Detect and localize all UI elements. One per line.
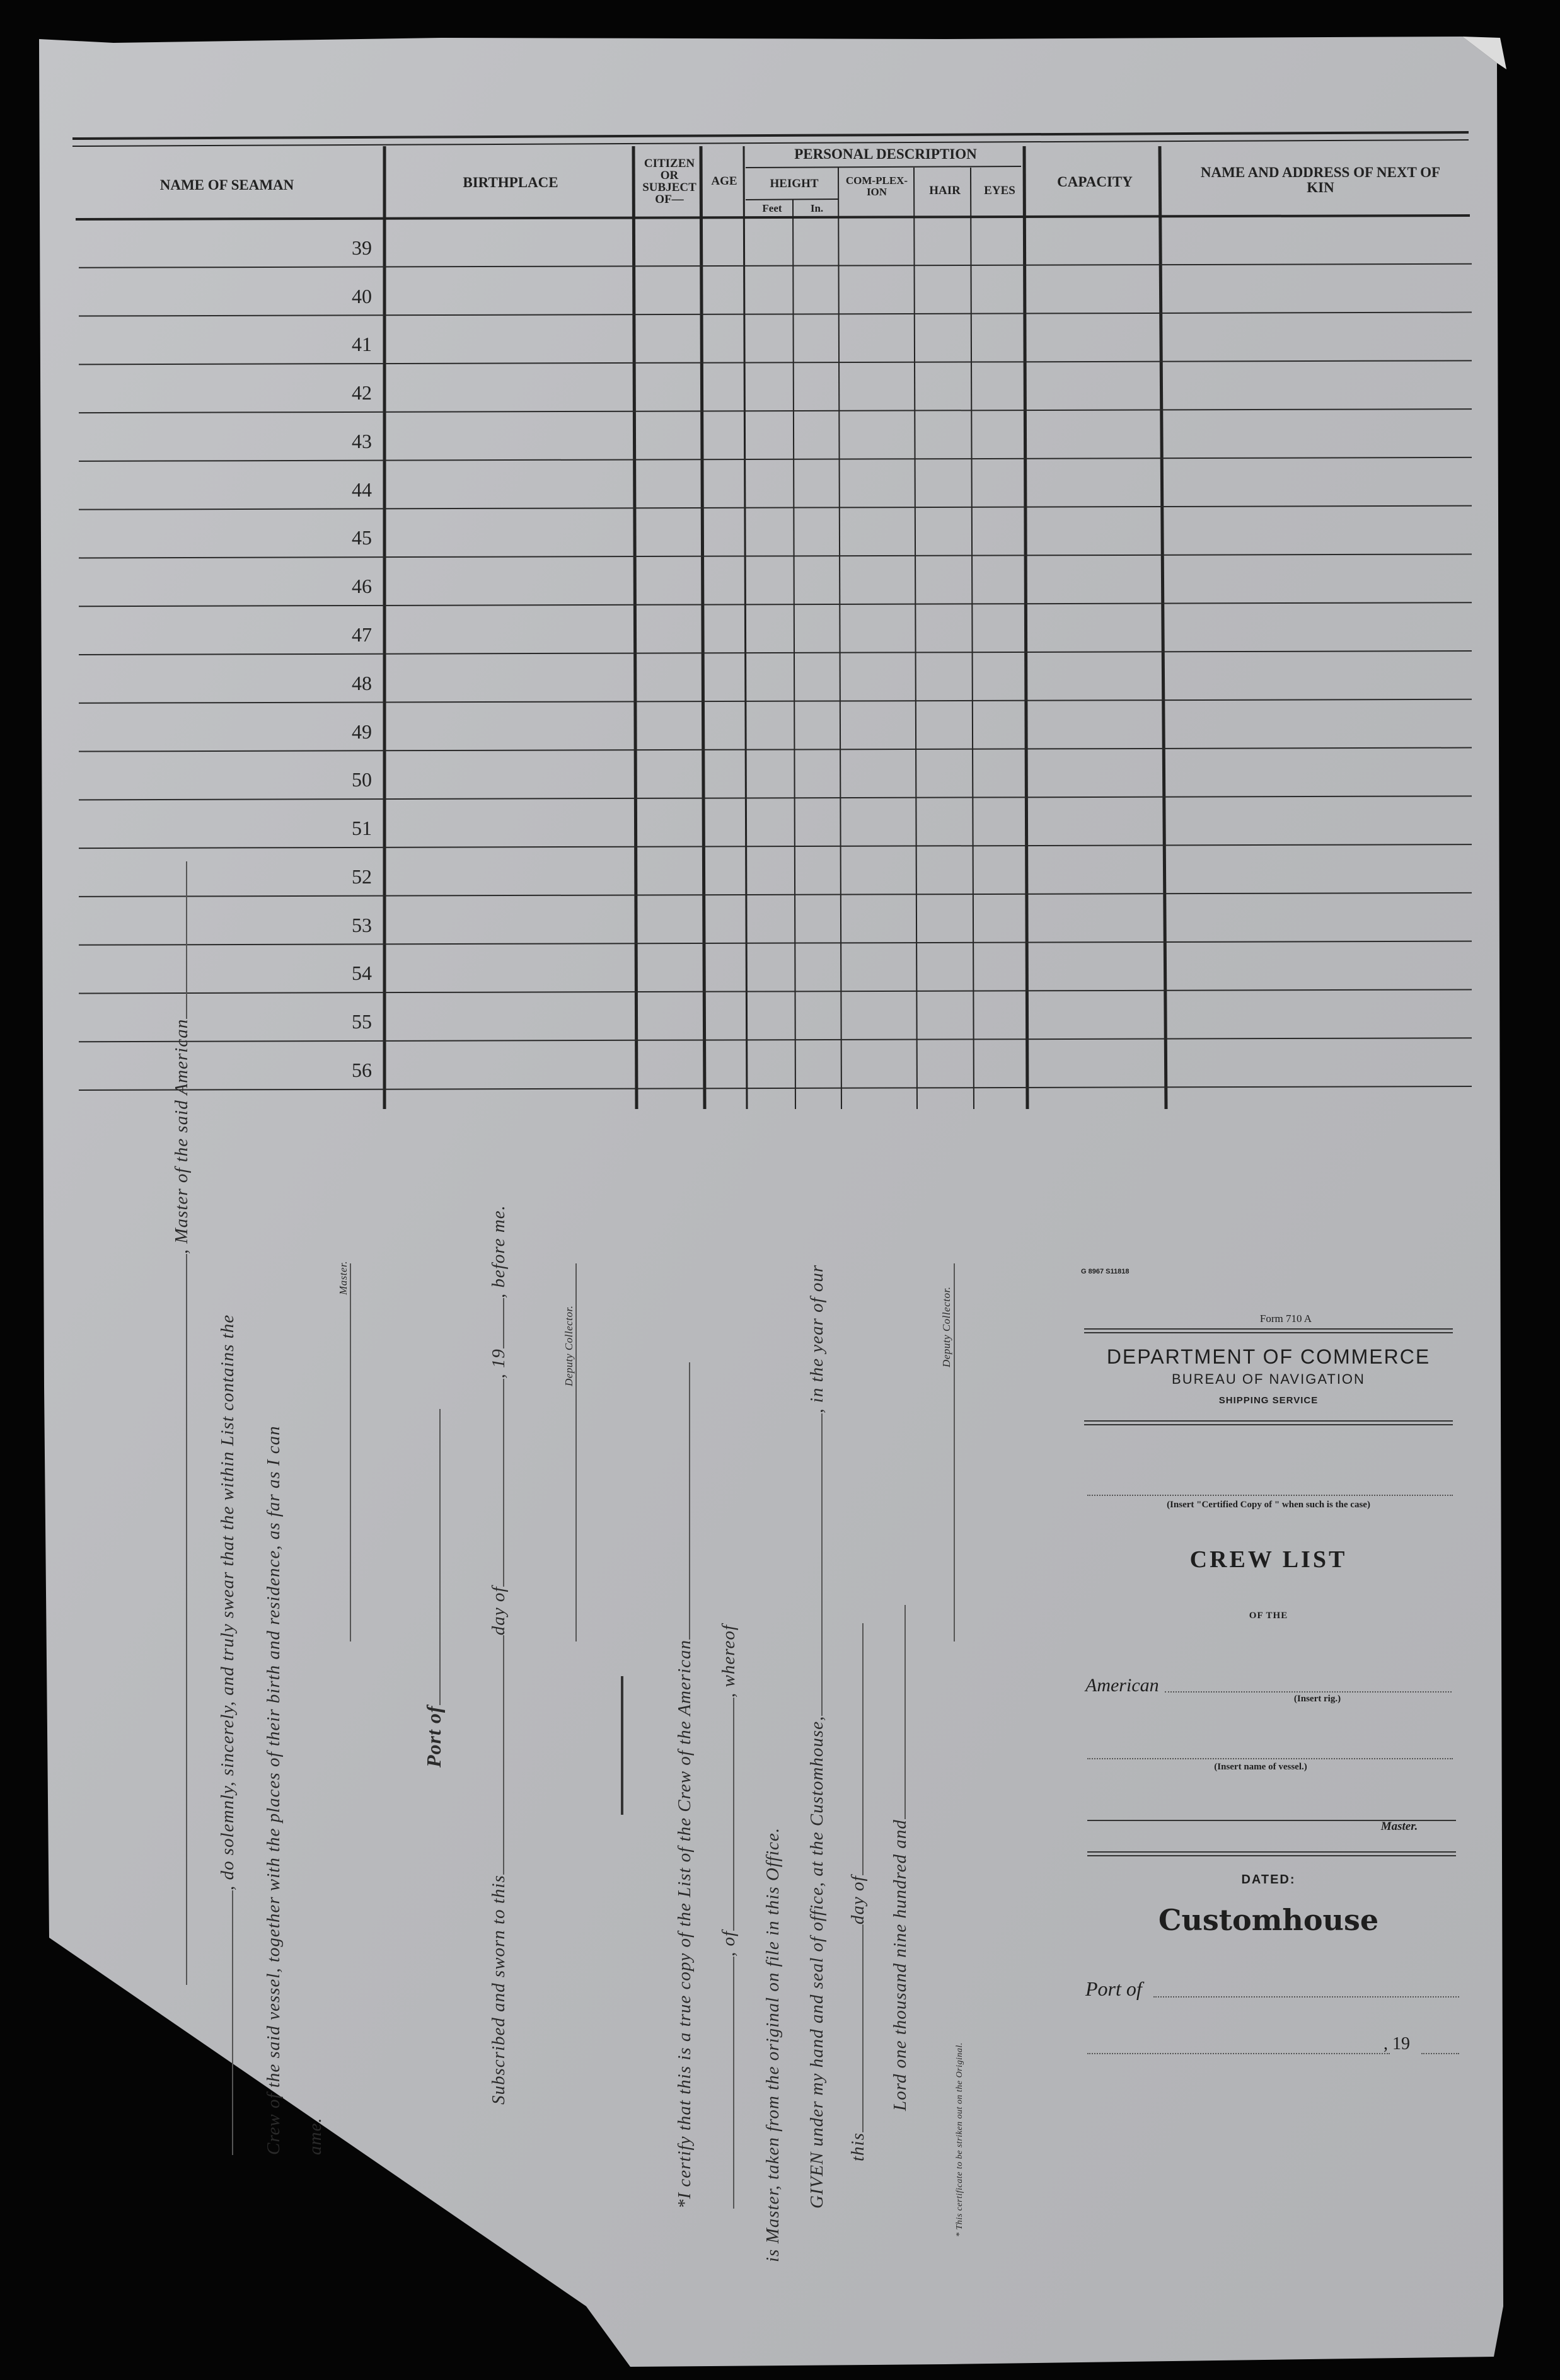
customhouse-title: Customhouse [1158,1903,1379,1937]
row-number: 43 [352,429,372,452]
oath-deputy-collector: Deputy Collector. [563,1305,575,1386]
row-number: 41 [352,333,372,356]
insert-rig-note: (Insert rig.) [1293,1694,1341,1704]
oath-line-1 [171,861,192,1985]
row-number: 47 [352,623,372,646]
certified-copy-line [1087,1495,1453,1496]
certificate-line-6: Lord one thousand nine hundred and [890,1605,911,2111]
row-number: 50 [352,768,372,791]
certificate-line-2: , of, whereof [719,1624,739,2209]
oath-subscribed-line: Subscribed and sworn to thisday of, 19, before me. [488,1205,509,2105]
crew-list-title: CREW LIST [1189,1546,1348,1573]
oath-line-3 [263,1425,284,2155]
cover-rule-5 [1087,1851,1456,1853]
date-line [1087,2053,1390,2054]
port-of-label: Port of [1085,1977,1142,2000]
certificate-line-1: *I certify that this is a true copy of the List of the Crew of the American [674,1362,695,2209]
port-line [1153,1996,1459,1998]
of-the-label: OF THE [1249,1611,1288,1621]
cover-rule-6 [1087,1855,1456,1856]
year-line [1421,2053,1459,2054]
oath-port-of: Port of [422,1409,446,1768]
row-number: 52 [352,865,372,888]
row-number: 40 [352,284,372,308]
header-eyes: EYES [984,184,1015,197]
cover-rule-4 [1084,1424,1453,1425]
cover-rule-1 [1084,1328,1453,1330]
vessel-line [1087,1758,1453,1759]
oath-line-4 [305,2117,326,2155]
header-feet: Feet [762,202,782,214]
row-number: 39 [352,236,372,259]
certificate-line-5: thisday of [848,1623,869,2161]
american-label: American [1085,1675,1159,1696]
department-title: DEPARTMENT OF COMMERCE [1106,1345,1431,1368]
header-name-of-seaman: NAME OF SEAMAN [159,177,294,193]
header-inches: In. [810,202,824,214]
form-number: Form 710 A [1259,1313,1312,1325]
header-personal-description: PERSONAL DESCRIPTION [794,146,977,162]
row-number: 53 [352,913,372,936]
service-title: SHIPPING SERVICE [1218,1395,1319,1406]
row-number: 46 [352,575,372,598]
certificate-deputy-collector: Deputy Collector. [940,1286,952,1367]
oath-crew: Crew of the said vessel, together with the places of their birth and residence, as far as I can [263,1425,284,2155]
header-complexion: COM-PLEX-ION [845,175,908,198]
bureau-title: BUREAU OF NAVIGATION [1172,1371,1365,1387]
header-next-of-kin: NAME AND ADDRESS OF NEXT OF KIN [1200,164,1441,195]
rig-line [1165,1691,1452,1693]
master-signature-line [335,1260,356,1641]
certificate-line-3: is Master, taken from the original on file in this Office. [763,1827,783,2262]
oath-ame: ame. [305,2117,325,2155]
divider-bar [621,1676,623,1815]
insert-certified-note: (Insert "Certified Copy of " when such is the case) [1167,1500,1370,1510]
certificate-footnote: * This certificate to be striken out on the Original. [955,2042,964,2237]
row-number: 51 [352,817,372,840]
header-capacity: CAPACITY [1057,174,1133,190]
row-number: 49 [352,720,372,743]
oath-master-label: Master. [337,1260,349,1295]
cover-rule-2 [1084,1332,1453,1333]
header-citizen: CITIZEN OR SUBJECT OF— [642,157,696,206]
header-height: HEIGHT [770,177,819,190]
row-number: 45 [352,526,372,549]
oath-master-of: , Master of the said American [171,1018,192,1254]
oath-swear: , do solemnly, sincerely, and truly swear that the within List contains the [217,1314,238,1890]
cover-rule-3 [1084,1420,1453,1422]
header-age: AGE [711,175,737,188]
header-hair: HAIR [929,184,961,197]
certificate-line-4: GIVEN under my hand and seal of office, at the Customhouse,, in the year of our [807,1264,827,2209]
print-code: G 8967 S11818 [1081,1268,1130,1275]
oath-line-2 [217,1314,238,2155]
dated-label: DATED: [1241,1873,1296,1887]
insert-vessel-note: (Insert name of vessel.) [1214,1762,1307,1772]
row-number: 55 [352,1010,372,1033]
row-number: 48 [352,671,372,694]
row-number: 44 [352,478,372,501]
row-number: 54 [352,962,372,985]
row-number: 56 [352,1059,372,1081]
master-label: Master. [1380,1820,1418,1833]
header-birthplace: BIRTHPLACE [463,175,558,190]
row-number: 42 [352,381,372,405]
date-nineteen: , 19 [1384,2034,1410,2054]
